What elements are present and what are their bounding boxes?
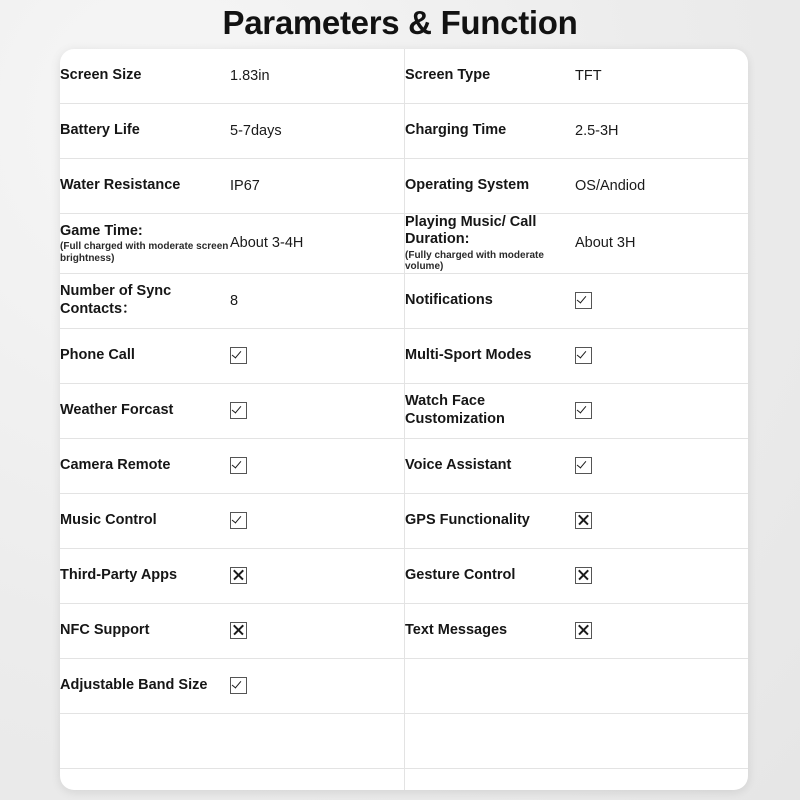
spec-label-cell <box>60 104 230 159</box>
spec-label-cell <box>60 159 230 214</box>
spec-label: NFC Support <box>60 622 150 639</box>
spec-value-cell <box>575 273 748 328</box>
spec-label-cell <box>60 548 230 603</box>
spec-label-cell <box>405 273 576 328</box>
spec-value-cell <box>230 159 404 214</box>
table-row <box>60 603 748 658</box>
spec-label-cell <box>405 713 576 768</box>
spec-value-cell <box>230 273 404 328</box>
spec-label-cell <box>405 214 576 274</box>
spec-value: About 3H <box>575 235 636 252</box>
table-row <box>60 214 748 274</box>
spec-value-cell <box>230 658 404 713</box>
spec-label: Notifications <box>405 292 493 309</box>
table-row <box>60 713 748 768</box>
spec-value-cell <box>575 328 748 383</box>
spec-value: 5-7days <box>230 123 282 139</box>
spec-label: Music Control <box>60 512 157 529</box>
spec-label-cell <box>405 328 576 383</box>
spec-label: Third-Party Apps <box>60 567 178 584</box>
spec-value-cell <box>230 104 404 159</box>
spec-label-cell <box>60 383 230 438</box>
spec-value-cell <box>575 603 748 658</box>
spec-value-cell <box>575 159 748 214</box>
spec-card <box>60 49 748 790</box>
spec-value-cell <box>575 548 748 603</box>
spec-label-cell <box>60 603 230 658</box>
checkbox-crossed-icon <box>575 622 592 639</box>
spec-value-cell <box>575 214 748 274</box>
spec-label-cell <box>405 438 576 493</box>
spec-label-cell <box>405 658 576 713</box>
spec-value-cell <box>575 104 748 159</box>
checkbox-checked-icon <box>230 347 247 364</box>
spec-label: Playing Music/ Call Duration: <box>405 214 537 248</box>
spec-value: 2.5-3H <box>575 123 619 139</box>
spec-label-cell <box>60 273 230 328</box>
spec-label-cell <box>60 493 230 548</box>
spec-value-cell <box>230 493 404 548</box>
spec-label-cell <box>405 493 576 548</box>
spec-label: Operating System <box>405 177 530 194</box>
spec-value: IP67 <box>230 178 260 194</box>
table-row <box>60 383 748 438</box>
checkbox-checked-icon <box>575 292 592 309</box>
spec-value-cell <box>575 658 748 713</box>
checkbox-checked-icon <box>230 677 247 694</box>
spec-value: 8 <box>230 292 239 309</box>
spec-value: OS/Andiod <box>575 178 646 194</box>
spec-label-cell <box>60 328 230 383</box>
spec-table <box>60 49 748 790</box>
spec-value-cell <box>230 383 404 438</box>
spec-label-cell <box>405 159 576 214</box>
spec-label: Number of Sync Contacts： <box>60 283 172 317</box>
spec-label: Phone Call <box>60 347 135 364</box>
table-row <box>60 273 748 328</box>
page-title: Parameters & Function <box>222 4 578 41</box>
table-row <box>60 768 748 790</box>
checkbox-checked-icon <box>575 457 592 474</box>
spec-label-cell <box>405 383 576 438</box>
checkbox-checked-icon <box>575 347 592 364</box>
spec-label-cell <box>60 768 230 790</box>
spec-label: Multi-Sport Modes <box>405 347 532 364</box>
spec-value: TFT <box>575 68 602 84</box>
spec-value-cell <box>575 493 748 548</box>
spec-label: Adjustable Band Size <box>60 677 208 694</box>
table-row <box>60 104 748 159</box>
checkbox-checked-icon <box>230 512 247 529</box>
checkbox-crossed-icon <box>230 622 247 639</box>
spec-label: Screen Size <box>60 67 142 84</box>
checkbox-checked-icon <box>230 457 247 474</box>
checkbox-crossed-icon <box>575 512 592 529</box>
spec-label: Game Time: <box>60 222 143 239</box>
spec-sublabel: (Full charged with moderate screen brightness) <box>60 241 229 264</box>
table-row <box>60 49 748 104</box>
spec-label-cell <box>60 49 230 104</box>
spec-label: Charging Time <box>405 122 507 139</box>
spec-label: Water Resistance <box>60 177 181 194</box>
spec-value-cell <box>230 713 404 768</box>
checkbox-checked-icon <box>230 402 247 419</box>
spec-label: Battery Life <box>60 122 140 139</box>
spec-value-cell <box>230 49 404 104</box>
spec-label: Camera Remote <box>60 457 171 474</box>
table-row <box>60 658 748 713</box>
spec-label-cell <box>405 548 576 603</box>
spec-value-cell <box>575 383 748 438</box>
spec-label: Voice Assistant <box>405 457 512 474</box>
spec-value-cell <box>575 713 748 768</box>
spec-label-cell <box>60 658 230 713</box>
spec-label: Text Messages <box>405 622 508 639</box>
spec-value-cell <box>230 328 404 383</box>
table-row <box>60 328 748 383</box>
spec-sublabel: (Fully charged with moderate volume) <box>405 249 544 273</box>
spec-value-cell <box>575 768 748 790</box>
spec-value-cell <box>230 768 404 790</box>
spec-label-cell <box>60 438 230 493</box>
spec-label-cell <box>405 49 576 104</box>
spec-value-cell <box>230 438 404 493</box>
spec-value-cell <box>230 603 404 658</box>
table-row <box>60 159 748 214</box>
spec-label-cell <box>405 768 576 790</box>
spec-value: 1.83in <box>230 68 270 84</box>
spec-value: About 3-4H <box>230 235 304 252</box>
table-row <box>60 548 748 603</box>
checkbox-crossed-icon <box>575 567 592 584</box>
spec-label-cell <box>60 214 230 274</box>
spec-label-cell <box>405 104 576 159</box>
spec-value-cell <box>230 214 404 274</box>
spec-label: Gesture Control <box>405 567 516 584</box>
spec-label: Weather Forcast <box>60 402 174 419</box>
checkbox-checked-icon <box>575 402 592 419</box>
spec-value-cell <box>575 438 748 493</box>
spec-label: Screen Type <box>405 67 491 84</box>
spec-label: GPS Functionality <box>405 512 530 529</box>
table-row <box>60 493 748 548</box>
spec-value-cell <box>230 548 404 603</box>
spec-value-cell <box>575 49 748 104</box>
table-row <box>60 438 748 493</box>
checkbox-crossed-icon <box>230 567 247 584</box>
spec-table-body <box>60 49 748 790</box>
spec-label: Watch Face Customization <box>405 393 505 427</box>
spec-label-cell <box>60 713 230 768</box>
spec-label-cell <box>405 603 576 658</box>
